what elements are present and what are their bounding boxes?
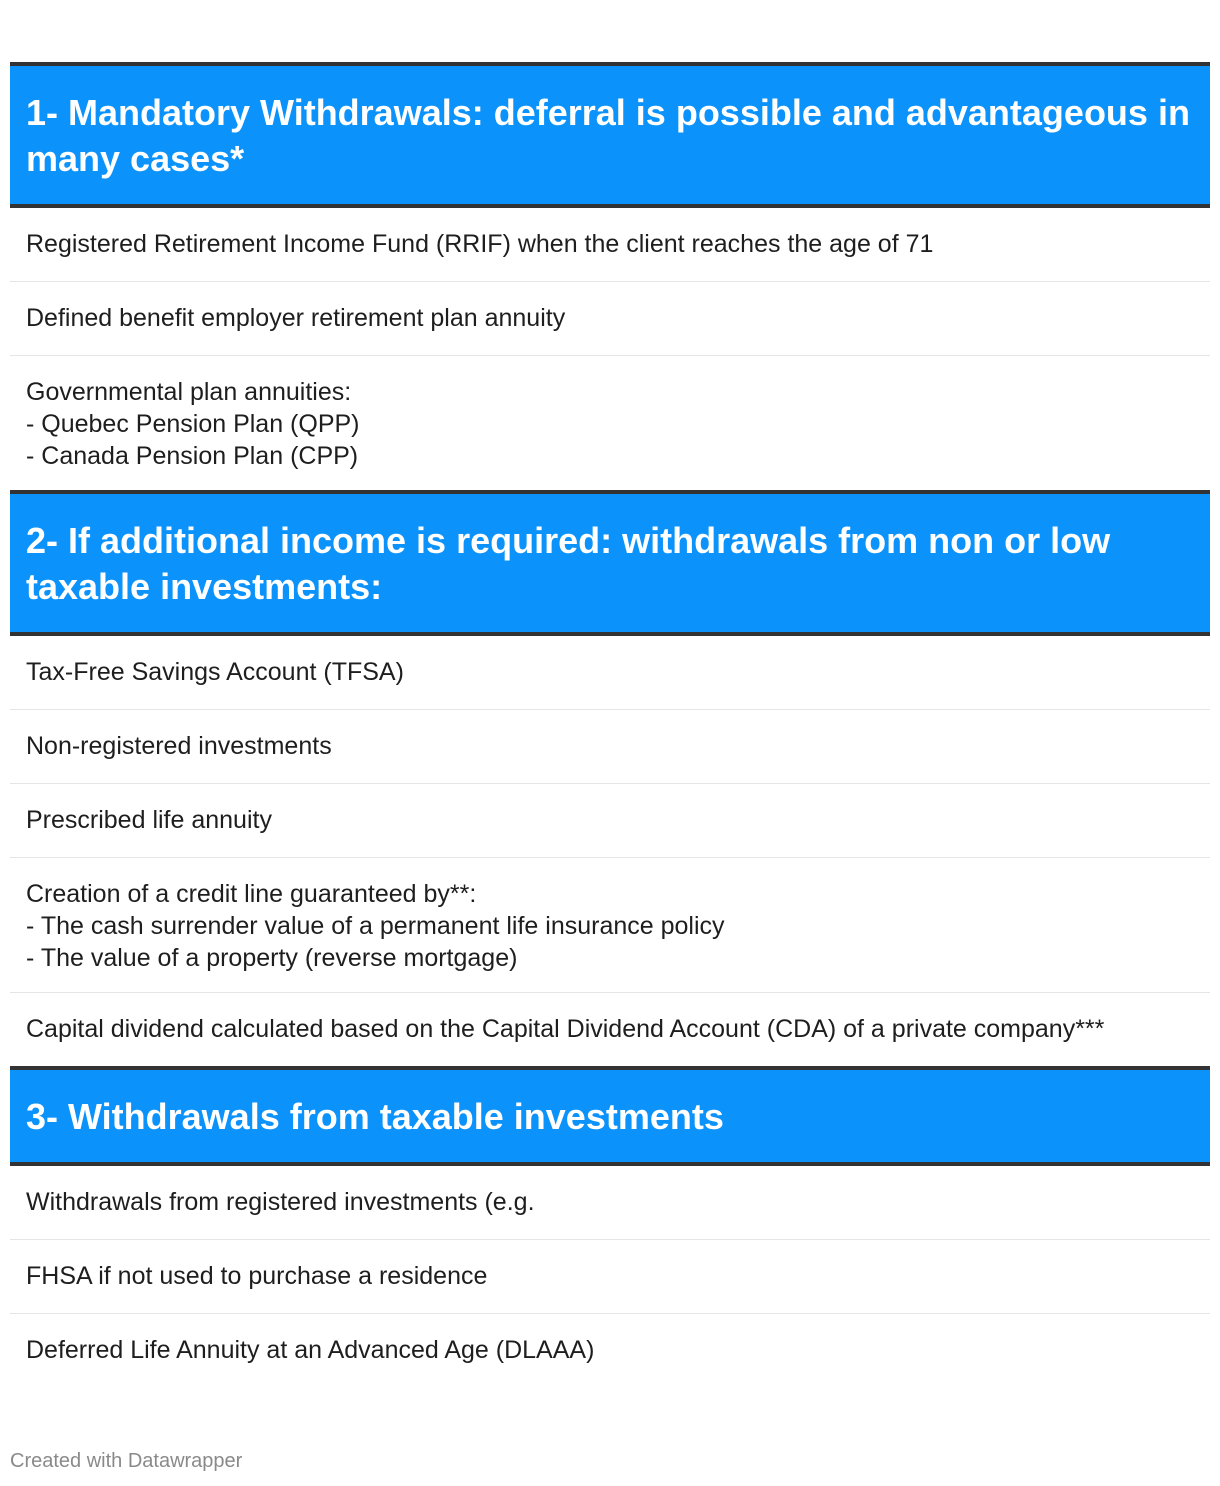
footer-credit: Created with Datawrapper bbox=[10, 1450, 243, 1472]
row-text-line: Deferred Life Annuity at an Advanced Age (DLAAA) bbox=[26, 1336, 595, 1364]
row-text-line: - The value of a property (reverse mortgage) bbox=[26, 944, 518, 972]
table-row bbox=[10, 710, 1210, 784]
section-header-3: 3- Withdrawals from taxable investments bbox=[10, 1066, 1210, 1166]
section-header-2: 2- If additional income is required: withdrawals from non or low taxable investments: bbox=[10, 490, 1210, 636]
row-text-line: Creation of a credit line guaranteed by**: bbox=[26, 880, 477, 908]
table-row bbox=[10, 208, 1210, 282]
table-row bbox=[10, 858, 1210, 993]
table-row bbox=[10, 1314, 1210, 1387]
row-text-line: - The cash surrender value of a permanent life insurance policy bbox=[26, 912, 725, 940]
row-text-line: Defined benefit employer retirement plan annuity bbox=[26, 304, 566, 332]
table-row bbox=[10, 993, 1210, 1066]
table-row bbox=[10, 1240, 1210, 1314]
table-row bbox=[10, 1166, 1210, 1240]
row-text-line: Withdrawals from registered investments (e.g. bbox=[26, 1188, 535, 1216]
row-text-line: Prescribed life annuity bbox=[26, 806, 272, 834]
withdrawal-order-table bbox=[10, 62, 1210, 1387]
row-text-line: Non-registered investments bbox=[26, 732, 332, 760]
table-row bbox=[10, 282, 1210, 356]
row-text-line: - Quebec Pension Plan (QPP) bbox=[26, 410, 360, 438]
row-text-line: Capital dividend calculated based on the Capital Dividend Account (CDA) of a private company*** bbox=[26, 1015, 1105, 1043]
table-row bbox=[10, 636, 1210, 710]
row-text-line: FHSA if not used to purchase a residence bbox=[26, 1262, 488, 1290]
row-text-line: - Canada Pension Plan (CPP) bbox=[26, 442, 359, 470]
section-header-1: 1- Mandatory Withdrawals: deferral is possible and advantageous in many cases* bbox=[10, 62, 1210, 208]
row-text-line: Governmental plan annuities: bbox=[26, 378, 352, 406]
table-row bbox=[10, 356, 1210, 490]
row-text-line: Tax-Free Savings Account (TFSA) bbox=[26, 658, 404, 686]
table-row bbox=[10, 784, 1210, 858]
row-text-line: Registered Retirement Income Fund (RRIF) when the client reaches the age of 71 bbox=[26, 230, 934, 258]
